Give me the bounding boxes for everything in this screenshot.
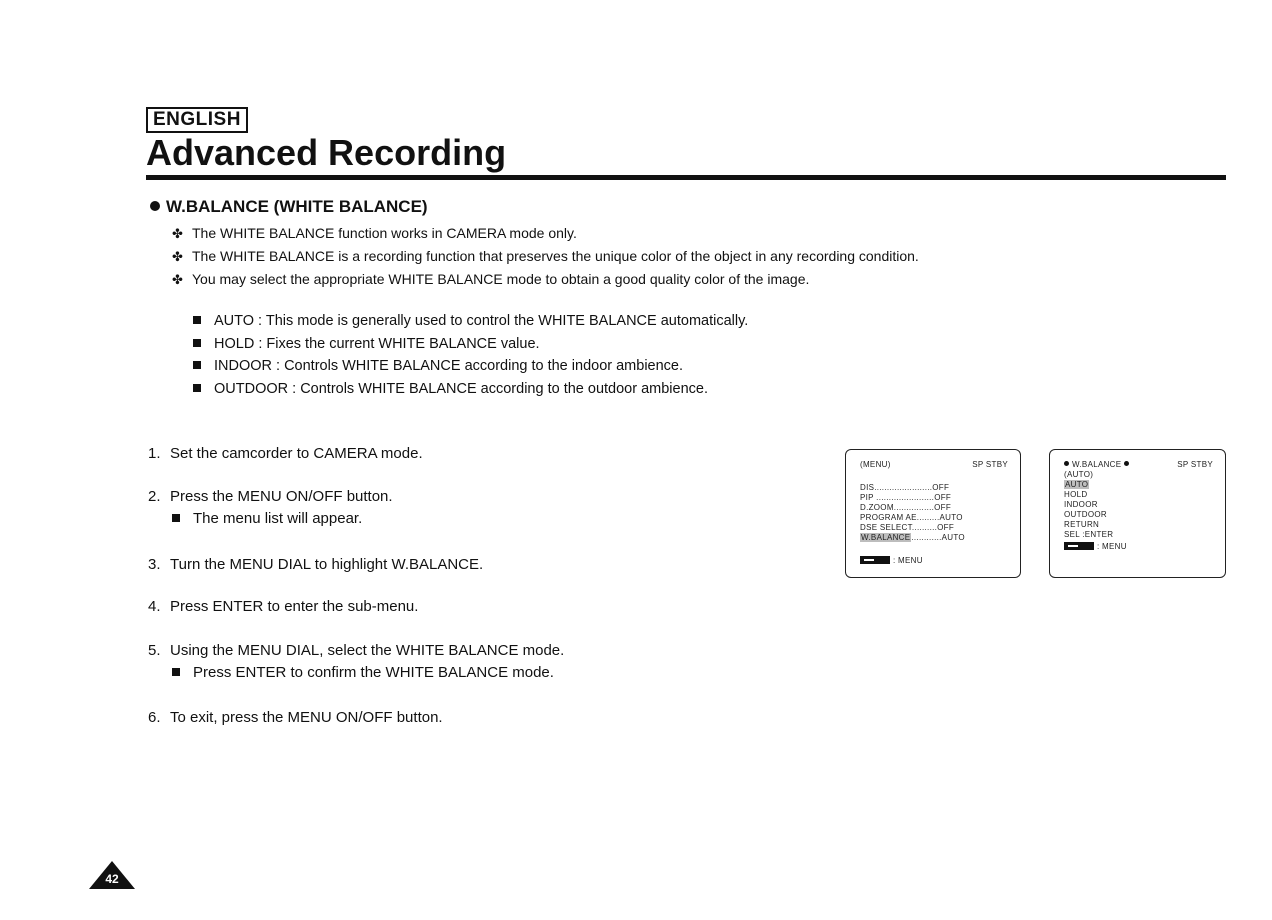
- menu-screen-status: SP STBY: [972, 460, 1008, 469]
- square-bullet-icon: [172, 668, 180, 676]
- page-number: 42: [105, 872, 119, 886]
- wb-screen-highlight: AUTO: [1065, 480, 1089, 489]
- step-5: [148, 641, 564, 661]
- menu-screen-highlight-value: ............AUTO: [911, 533, 965, 542]
- menu-screen-highlight-row: [860, 533, 965, 543]
- step-number: 6.: [148, 709, 161, 726]
- language-tag: ENGLISH: [146, 107, 248, 133]
- menu-screen-item: D.ZOOM................OFF: [860, 503, 952, 512]
- step-2: [148, 487, 393, 507]
- wb-screen-footer: [1064, 542, 1127, 552]
- step-sub-text: The menu list will appear.: [193, 510, 363, 527]
- bullet-dot-icon: [1064, 461, 1069, 466]
- intro-note-text: You may select the appropriate WHITE BALANCE mode to obtain a good quality color of the image.: [192, 271, 810, 287]
- menu-button-icon: [1064, 542, 1094, 550]
- bullet-dot-icon: [1124, 461, 1129, 466]
- menu-screen-footer-text: : MENU: [893, 556, 923, 565]
- page-number-badge: [88, 860, 136, 890]
- wb-screen-item: OUTDOOR: [1064, 510, 1107, 519]
- step-text: Turn the MENU DIAL to highlight W.BALANCE.: [170, 556, 484, 573]
- step-6: [148, 708, 443, 728]
- step-number: 3.: [148, 556, 161, 573]
- menu-button-icon: [860, 556, 890, 564]
- step-3: [148, 555, 483, 575]
- step-number: 2.: [148, 488, 161, 505]
- wb-screen-current: (AUTO): [1064, 470, 1094, 479]
- mode-item-text: OUTDOOR : Controls WHITE BALANCE according to the outdoor ambience.: [214, 380, 708, 397]
- wb-screen-item: SEL :ENTER: [1064, 530, 1114, 539]
- page-title: Advanced Recording: [146, 132, 507, 173]
- wb-screen-item: INDOOR: [1064, 500, 1098, 509]
- menu-screen-title: (MENU): [860, 460, 891, 469]
- step-text: Press the MENU ON/OFF button.: [170, 488, 393, 505]
- mode-item-text: HOLD : Fixes the current WHITE BALANCE value.: [214, 335, 540, 352]
- menu-screen-item: DSE SELECT..........OFF: [860, 523, 955, 532]
- step-sub-text: Press ENTER to confirm the WHITE BALANCE mode.: [193, 664, 554, 681]
- step-text: Set the camcorder to CAMERA mode.: [170, 445, 423, 462]
- step-2-sub: [172, 509, 362, 529]
- wb-screen-title-text: W.BALANCE: [1072, 460, 1122, 469]
- step-number: 4.: [148, 598, 161, 615]
- intro-note-text: The WHITE BALANCE function works in CAMERA mode only.: [192, 225, 577, 241]
- menu-screen-item: PROGRAM AE.........AUTO: [860, 513, 963, 522]
- wb-screen-item-highlight: [1064, 480, 1089, 490]
- clover-icon: ✤: [172, 272, 183, 287]
- step-text: To exit, press the MENU ON/OFF button.: [170, 709, 443, 726]
- section-heading-text: W.BALANCE (WHITE BALANCE): [166, 197, 428, 216]
- wb-screen-footer-text: : MENU: [1097, 542, 1127, 551]
- menu-screen-highlight: W.BALANCE: [861, 533, 911, 542]
- step-text: Press ENTER to enter the sub-menu.: [170, 598, 419, 615]
- step-5-sub: [172, 663, 554, 683]
- intro-note-text: The WHITE BALANCE is a recording function that preserves the unique color of the object in any recording condition.: [192, 248, 919, 264]
- step-text: Using the MENU DIAL, select the WHITE BALANCE mode.: [170, 642, 565, 659]
- step-4: [148, 597, 418, 617]
- wb-screen-title: [1064, 460, 1129, 470]
- menu-screen-footer: [860, 556, 923, 566]
- menu-screen-item: DIS.......................OFF: [860, 483, 950, 492]
- wb-screen-status: SP STBY: [1177, 460, 1213, 469]
- mode-item-text: INDOOR : Controls WHITE BALANCE according to the indoor ambience.: [214, 358, 684, 374]
- menu-screen-item: PIP .......................OFF: [860, 493, 952, 502]
- step-1: [148, 444, 423, 464]
- steps-list: [148, 0, 808, 920]
- menu-screen-illustration: [845, 449, 1021, 578]
- step-number: 5.: [148, 642, 161, 659]
- mode-item-text: AUTO : This mode is generally used to control the WHITE BALANCE automatically.: [214, 313, 749, 329]
- clover-icon: ✤: [172, 249, 183, 264]
- wb-screen-item: HOLD: [1064, 490, 1088, 499]
- step-number: 1.: [148, 445, 161, 462]
- square-bullet-icon: [172, 514, 180, 522]
- clover-icon: ✤: [172, 226, 183, 241]
- wb-screen-item: RETURN: [1064, 520, 1100, 529]
- wb-screen-illustration: [1049, 449, 1226, 578]
